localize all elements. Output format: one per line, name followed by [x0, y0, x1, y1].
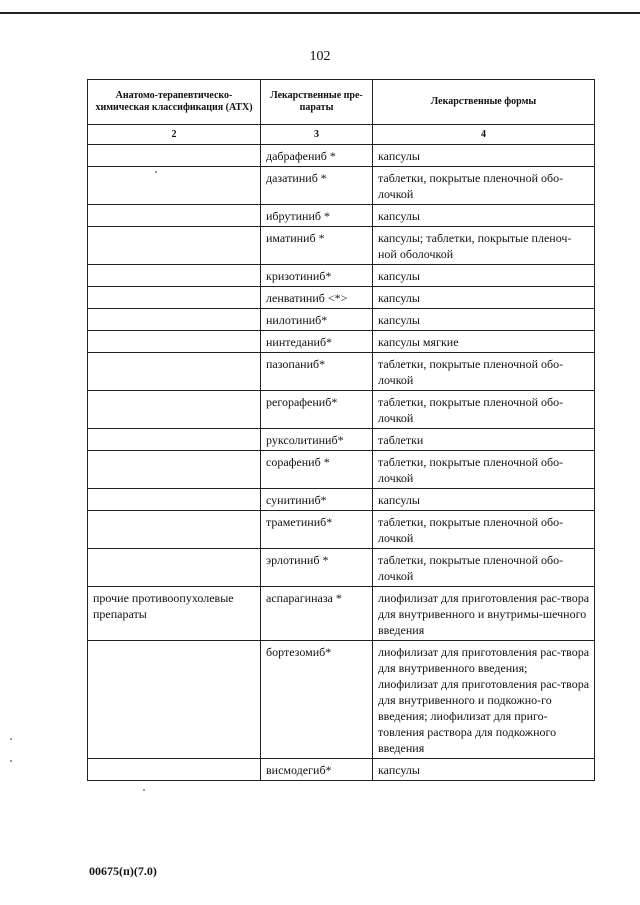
drug-cell: висмодегиб* [261, 759, 373, 781]
atx-cell [88, 287, 261, 309]
table-row [88, 167, 595, 205]
form-cell: капсулы [373, 287, 595, 309]
table-row [88, 429, 595, 451]
drug-cell: нилотиниб* [261, 309, 373, 331]
atx-cell [88, 353, 261, 391]
table-row [88, 309, 595, 331]
atx-cell [88, 429, 261, 451]
table-row [88, 353, 595, 391]
table-row [88, 587, 595, 641]
atx-cell: прочие противоопухолевые препараты [88, 587, 261, 641]
form-cell: капсулы; таблетки, покрытые пленоч-ной оболочкой [373, 227, 595, 265]
form-cell: капсулы [373, 265, 595, 287]
atx-cell [88, 205, 261, 227]
form-cell: таблетки, покрытые пленочной обо-лочкой [373, 391, 595, 429]
atx-cell [88, 489, 261, 511]
scan-speck [155, 171, 157, 173]
form-cell: таблетки, покрытые пленочной обо-лочкой [373, 549, 595, 587]
drug-cell: кризотиниб* [261, 265, 373, 287]
header-row [88, 80, 595, 125]
table-row [88, 265, 595, 287]
table-row [88, 451, 595, 489]
page-number: 102 [309, 49, 331, 64]
document-code: 00675(п)(7.0) [89, 864, 157, 878]
drug-cell: ленватиниб <*> [261, 287, 373, 309]
atx-cell [88, 759, 261, 781]
atx-cell [88, 309, 261, 331]
form-cell: таблетки, покрытые пленочной обо-лочкой [373, 451, 595, 489]
form-cell: таблетки, покрытые пленочной обо-лочкой [373, 353, 595, 391]
drug-cell: иматиниб * [261, 227, 373, 265]
atx-cell [88, 549, 261, 587]
table-row [88, 489, 595, 511]
form-cell: таблетки [373, 429, 595, 451]
column-number: 3 [261, 125, 373, 145]
column-number-row [88, 125, 595, 145]
drug-cell: дазатиниб * [261, 167, 373, 205]
form-cell: капсулы мягкие [373, 331, 595, 353]
form-cell: капсулы [373, 205, 595, 227]
table-row [88, 511, 595, 549]
form-cell: таблетки, покрытые пленочной обо-лочкой [373, 167, 595, 205]
header-atx: Анатомо-терапевтическо-химическая классификация (АТХ) [88, 80, 261, 125]
drug-cell: бортезомиб* [261, 641, 373, 759]
column-number: 4 [373, 125, 595, 145]
drug-cell: руксолитиниб* [261, 429, 373, 451]
form-cell: капсулы [373, 489, 595, 511]
drug-cell: регорафениб* [261, 391, 373, 429]
form-cell: капсулы [373, 309, 595, 331]
scan-speck [143, 789, 145, 791]
top-rule [0, 12, 640, 14]
header-forms: Лекарственные формы [373, 80, 595, 125]
drug-cell: пазопаниб* [261, 353, 373, 391]
header-drugs: Лекарственные пре-параты [261, 80, 373, 125]
drug-cell: аспарагиназа * [261, 587, 373, 641]
form-cell: лиофилизат для приготовления рас-твора для внутривенного и внутримы-шечного введения [373, 587, 595, 641]
drug-cell: сорафениб * [261, 451, 373, 489]
table-row [88, 549, 595, 587]
drug-cell: нинтеданиб* [261, 331, 373, 353]
drug-cell: эрлотиниб * [261, 549, 373, 587]
atx-cell [88, 641, 261, 759]
form-cell: лиофилизат для приготовления рас-твора для внутривенного введения; лиофилизат для приготовления рас-твора для внутривенного и подкожно-го введения; лиофилизат для приго-товления раствора для подкожного введения [373, 641, 595, 759]
atx-cell [88, 331, 261, 353]
table-row [88, 641, 595, 759]
drug-cell: ибрутиниб * [261, 205, 373, 227]
column-number: 2 [88, 125, 261, 145]
table-row [88, 227, 595, 265]
form-cell: капсулы [373, 145, 595, 167]
table-row [88, 759, 595, 781]
atx-cell [88, 227, 261, 265]
drug-cell: сунитиниб* [261, 489, 373, 511]
table-row [88, 287, 595, 309]
drug-cell: траметиниб* [261, 511, 373, 549]
atx-cell [88, 145, 261, 167]
table-row [88, 205, 595, 227]
atx-cell [88, 167, 261, 205]
scan-speck [10, 738, 12, 740]
table-row [88, 145, 595, 167]
scan-speck [10, 760, 12, 762]
atx-cell [88, 265, 261, 287]
table-row [88, 391, 595, 429]
atx-cell [88, 511, 261, 549]
drug-table [87, 79, 595, 781]
atx-cell [88, 391, 261, 429]
form-cell: таблетки, покрытые пленочной обо-лочкой [373, 511, 595, 549]
atx-cell [88, 451, 261, 489]
drug-cell: дабрафениб * [261, 145, 373, 167]
table-row [88, 331, 595, 353]
form-cell: капсулы [373, 759, 595, 781]
